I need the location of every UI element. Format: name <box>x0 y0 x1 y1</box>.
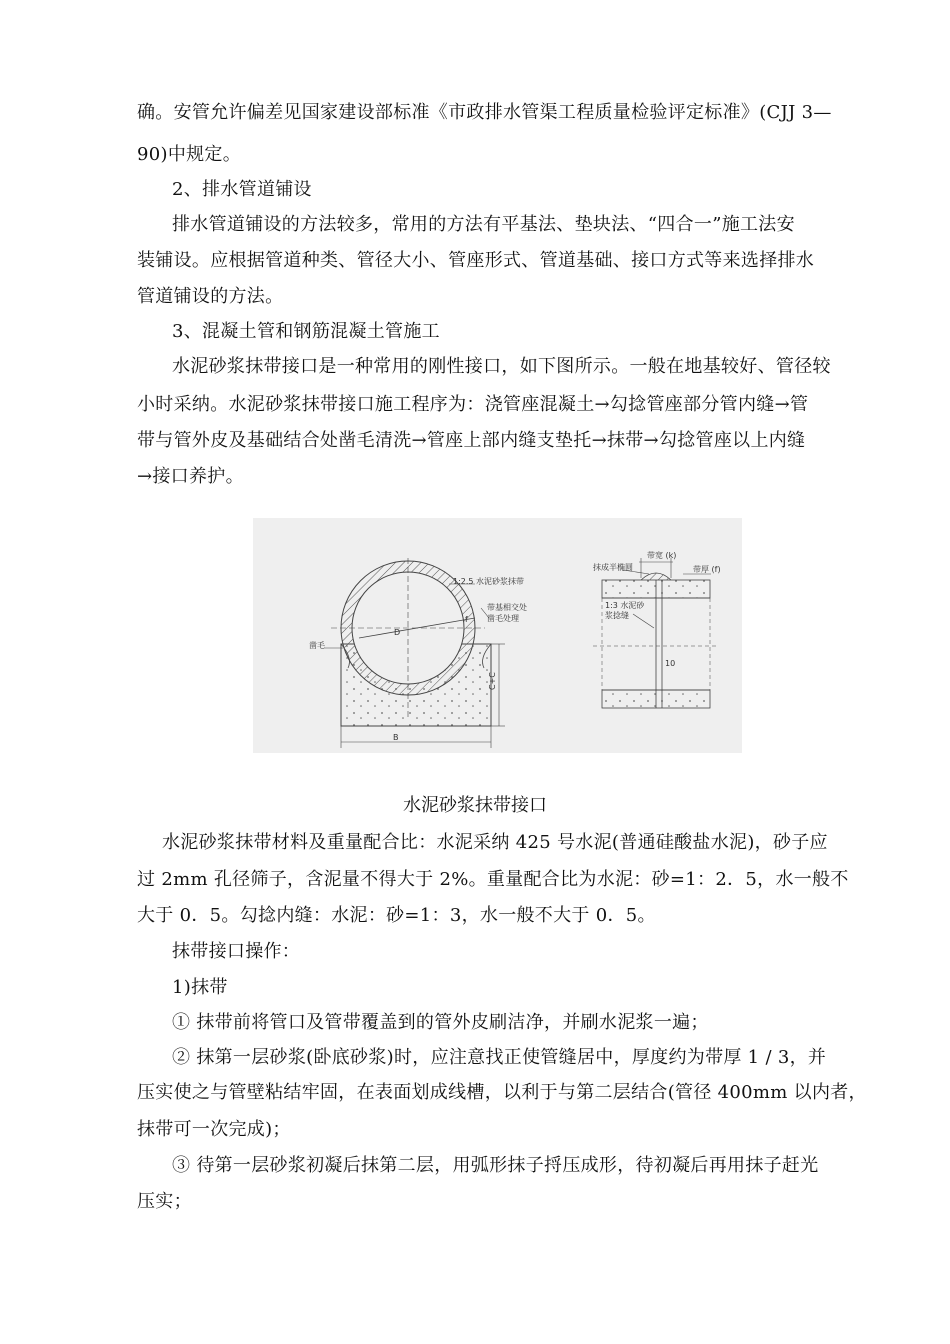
paragraph-line: 抹带可一次完成)； <box>137 1119 291 1140</box>
semi-ellipse-label: 抹成半椭圆 <box>593 563 633 572</box>
paragraph-line: →接口养护。 <box>137 466 244 487</box>
f-label: f <box>465 615 468 624</box>
joint-longitudinal-section <box>593 550 721 708</box>
paragraph-line: 水泥砂浆抹带接口是一种常用的刚性接口，如下图所示。一般在地基较好、管径较 <box>172 356 831 377</box>
width-label: B <box>393 733 399 742</box>
paragraph-line: 过 2mm 孔径筛子，含泥量不得大于 2%。重量配合比为水泥：砂=1：2．5，水一般不 <box>137 869 849 890</box>
pipe-cross-section <box>309 558 527 748</box>
chisel-label-2: 凿毛处理 <box>487 614 519 623</box>
paragraph-line: ② 抹第一层砂浆(卧底砂浆)时，应注意找正使管缝居中，厚度约为带厚 1 / 3，并 <box>172 1047 827 1068</box>
band-thickness-label: 带厚 (f) <box>693 565 721 574</box>
chisel-label-1: 带基相交处 <box>487 603 527 612</box>
paragraph-line: 带与管外皮及基础结合处凿毛清洗→管座上部内缝支垫托→抹带→勾捻管座以上内缝 <box>137 430 806 451</box>
diameter-label: D <box>394 628 401 637</box>
mortar-label-1: 1:3 水泥砂 <box>605 601 645 610</box>
paragraph-line: 管道铺设的方法。 <box>137 286 284 307</box>
paragraph-line: 1)抹带 <box>172 977 228 998</box>
height-label: C+C <box>488 672 497 690</box>
ten-label: 10 <box>665 659 676 668</box>
section-heading: 2、排水管道铺设 <box>172 179 312 200</box>
section-heading: 3、混凝土管和钢筋混凝土管施工 <box>172 321 440 342</box>
band-width-label: 带宽 (k) <box>647 551 677 560</box>
paragraph-line: 抹带接口操作： <box>172 941 301 962</box>
paragraph-line: 确。安管允许偏差见国家建设部标准《市政排水管渠工程质量检验评定标准》(CJJ 3— <box>137 102 832 123</box>
paragraph-line: 装铺设。应根据管道种类、管径大小、管座形式、管道基础、接口方式等来选择排水 <box>137 250 815 271</box>
paragraph-line: 压实； <box>137 1191 192 1212</box>
paragraph-line: ① 抹带前将管口及管带覆盖到的管外皮刷洁净，并刷水泥浆一遍； <box>172 1012 709 1033</box>
figure-caption: 水泥砂浆抹带接口 <box>403 795 547 816</box>
paragraph-line: ③ 待第一层砂浆初凝后抹第二层，用弧形抹子捋压成形，待初凝后再用抹子赶光 <box>172 1155 819 1176</box>
mortar-label-2: 浆捻缝 <box>605 611 629 620</box>
paragraph-line: 90)中规定。 <box>137 144 242 165</box>
paragraph-line: 大于 0．5。勾捻内缝：水泥：砂=1：3，水一般不大于 0．5。 <box>137 905 656 926</box>
band-label: 1:2.5 水泥砂浆抹带 <box>453 577 525 586</box>
paragraph-line: 水泥砂浆抹带材料及重量配合比：水泥采纳 425 号水泥(普通硅酸盐水泥)，砂子应 <box>162 832 828 853</box>
paragraph-line: 小时采纳。水泥砂浆抹带接口施工程序为：浇管座混凝土→勾捻管座部分管内缝→管 <box>137 394 809 415</box>
paragraph-line: 排水管道铺设的方法较多，常用的方法有平基法、垫块法、“四合一”施工法安 <box>172 214 795 235</box>
rough-label: 凿毛 <box>309 641 325 650</box>
paragraph-line: 压实使之与管壁粘结牢固，在表面划成线槽，以利于与第二层结合(管径 400mm 以内者， <box>137 1082 867 1103</box>
joint-diagram-figure <box>253 518 742 753</box>
